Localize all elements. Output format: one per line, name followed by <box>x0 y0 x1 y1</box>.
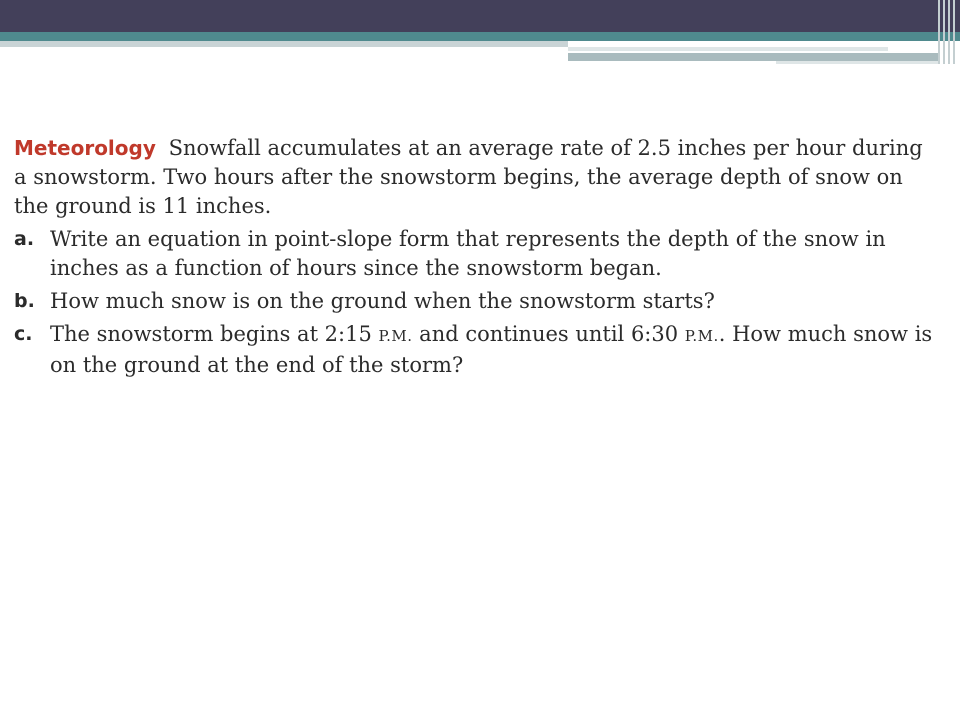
time-suffix: P.M. <box>684 327 719 345</box>
part-letter: b. <box>14 290 35 312</box>
part-letter: a. <box>14 228 35 250</box>
problem-part-c <box>14 320 934 380</box>
part-text <box>50 320 934 380</box>
part-letter: c. <box>14 323 33 345</box>
header-stripe <box>568 47 888 51</box>
header-corner-lines <box>934 0 960 64</box>
time-suffix: P.M. <box>378 327 413 345</box>
part-text: How much snow is on the ground when the snowstorm starts? <box>50 289 715 313</box>
header-stripe <box>568 53 940 61</box>
problem-block <box>14 134 934 380</box>
part-text-segment: . How much snow is on the ground at the end of the storm? <box>50 322 933 377</box>
problem-part-a <box>14 225 934 283</box>
header-bar <box>0 0 960 32</box>
header-accent-band <box>0 32 960 41</box>
problem-topic: Meteorology <box>14 136 156 160</box>
header-stripe <box>776 61 940 64</box>
header-stripe <box>0 41 568 47</box>
part-text-segment: The snowstorm begins at 2:15 <box>50 322 372 346</box>
part-text: Write an equation in point-slope form that represents the depth of the snow in inches as a function of hours since the snowstorm began. <box>50 227 886 280</box>
problem-intro <box>14 134 934 221</box>
problem-intro-text: Snowfall accumulates at an average rate of 2.5 inches per hour during a snowstorm. Two hours after the snowstorm begins, the average depth of snow on the ground is 11 inches. <box>14 136 923 218</box>
problem-part-b <box>14 287 934 316</box>
part-text-segment: and continues until 6:30 <box>419 322 679 346</box>
